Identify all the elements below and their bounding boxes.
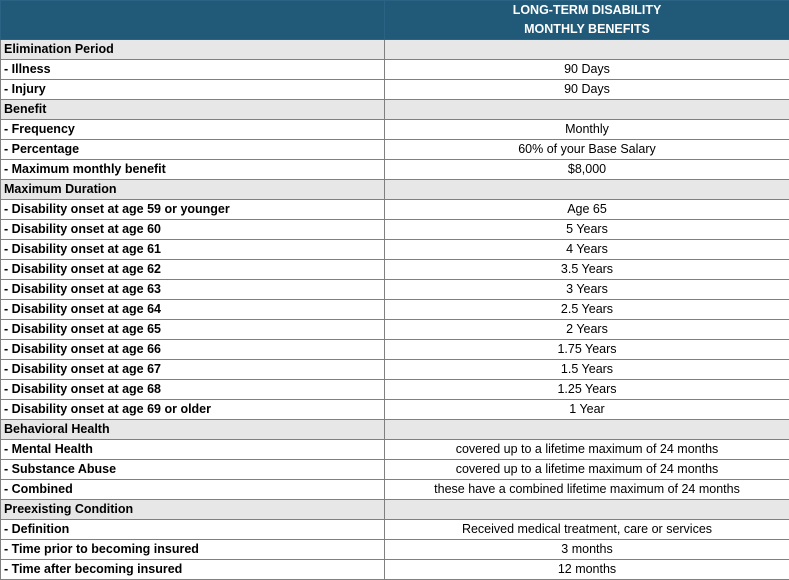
row-label: - Combined	[1, 480, 385, 500]
table-row	[1, 260, 789, 280]
row-value: 2 Years	[385, 320, 789, 340]
table-row	[1, 240, 789, 260]
section-header-row	[1, 40, 789, 60]
row-value: 3.5 Years	[385, 260, 789, 280]
row-value: 90 Days	[385, 60, 789, 80]
row-value: covered up to a lifetime maximum of 24 months	[385, 460, 789, 480]
row-value: 5 Years	[385, 220, 789, 240]
row-label: - Disability onset at age 66	[1, 340, 385, 360]
header-title-line2: MONTHLY BENEFITS	[385, 20, 789, 39]
row-label: - Disability onset at age 60	[1, 220, 385, 240]
table-row	[1, 540, 789, 560]
row-label: - Disability onset at age 68	[1, 380, 385, 400]
table-row	[1, 60, 789, 80]
section-header-row	[1, 500, 789, 520]
header-empty-cell	[1, 1, 385, 40]
table-row	[1, 520, 789, 540]
table-row	[1, 280, 789, 300]
table-row	[1, 140, 789, 160]
section-value-empty	[385, 500, 789, 520]
table-row	[1, 440, 789, 460]
row-value: 60% of your Base Salary	[385, 140, 789, 160]
table-row	[1, 480, 789, 500]
table-row	[1, 360, 789, 380]
table-header-row	[1, 1, 789, 40]
section-value-empty	[385, 40, 789, 60]
section-value-empty	[385, 420, 789, 440]
table-row	[1, 560, 789, 580]
row-label: - Disability onset at age 69 or older	[1, 400, 385, 420]
row-value: Received medical treatment, care or services	[385, 520, 789, 540]
row-value: 12 months	[385, 560, 789, 580]
section-title: Benefit	[1, 100, 385, 120]
table-row	[1, 400, 789, 420]
table-row	[1, 120, 789, 140]
table-row	[1, 320, 789, 340]
row-label: - Disability onset at age 63	[1, 280, 385, 300]
row-label: - Time after becoming insured	[1, 560, 385, 580]
row-value: Monthly	[385, 120, 789, 140]
row-label: - Maximum monthly benefit	[1, 160, 385, 180]
table-row	[1, 80, 789, 100]
row-value: 1 Year	[385, 400, 789, 420]
section-title: Preexisting Condition	[1, 500, 385, 520]
table-row	[1, 200, 789, 220]
row-label: - Disability onset at age 64	[1, 300, 385, 320]
row-label: - Disability onset at age 62	[1, 260, 385, 280]
section-title: Maximum Duration	[1, 180, 385, 200]
row-label: - Disability onset at age 59 or younger	[1, 200, 385, 220]
row-label: - Percentage	[1, 140, 385, 160]
row-label: - Time prior to becoming insured	[1, 540, 385, 560]
section-value-empty	[385, 180, 789, 200]
table-row	[1, 380, 789, 400]
row-label: - Disability onset at age 67	[1, 360, 385, 380]
section-title: Behavioral Health	[1, 420, 385, 440]
table-row	[1, 300, 789, 320]
row-label: - Illness	[1, 60, 385, 80]
section-header-row	[1, 420, 789, 440]
row-value: these have a combined lifetime maximum of 24 months	[385, 480, 789, 500]
row-value: 1.75 Years	[385, 340, 789, 360]
header-title-cell	[385, 1, 789, 40]
row-label: - Injury	[1, 80, 385, 100]
row-label: - Frequency	[1, 120, 385, 140]
row-value: 90 Days	[385, 80, 789, 100]
row-value: 1.25 Years	[385, 380, 789, 400]
row-value: 1.5 Years	[385, 360, 789, 380]
row-label: - Mental Health	[1, 440, 385, 460]
section-title: Elimination Period	[1, 40, 385, 60]
row-label: - Substance Abuse	[1, 460, 385, 480]
table-body	[1, 1, 789, 580]
table-row	[1, 460, 789, 480]
section-value-empty	[385, 100, 789, 120]
row-value: covered up to a lifetime maximum of 24 months	[385, 440, 789, 460]
row-value: Age 65	[385, 200, 789, 220]
row-label: - Disability onset at age 61	[1, 240, 385, 260]
row-label: - Disability onset at age 65	[1, 320, 385, 340]
row-value: 3 months	[385, 540, 789, 560]
header-title-line1: LONG-TERM DISABILITY	[385, 1, 789, 20]
section-header-row	[1, 180, 789, 200]
row-value: 4 Years	[385, 240, 789, 260]
row-value: 2.5 Years	[385, 300, 789, 320]
row-value: $8,000	[385, 160, 789, 180]
table-row	[1, 340, 789, 360]
table-row	[1, 160, 789, 180]
row-label: - Definition	[1, 520, 385, 540]
table-row	[1, 220, 789, 240]
row-value: 3 Years	[385, 280, 789, 300]
section-header-row	[1, 100, 789, 120]
